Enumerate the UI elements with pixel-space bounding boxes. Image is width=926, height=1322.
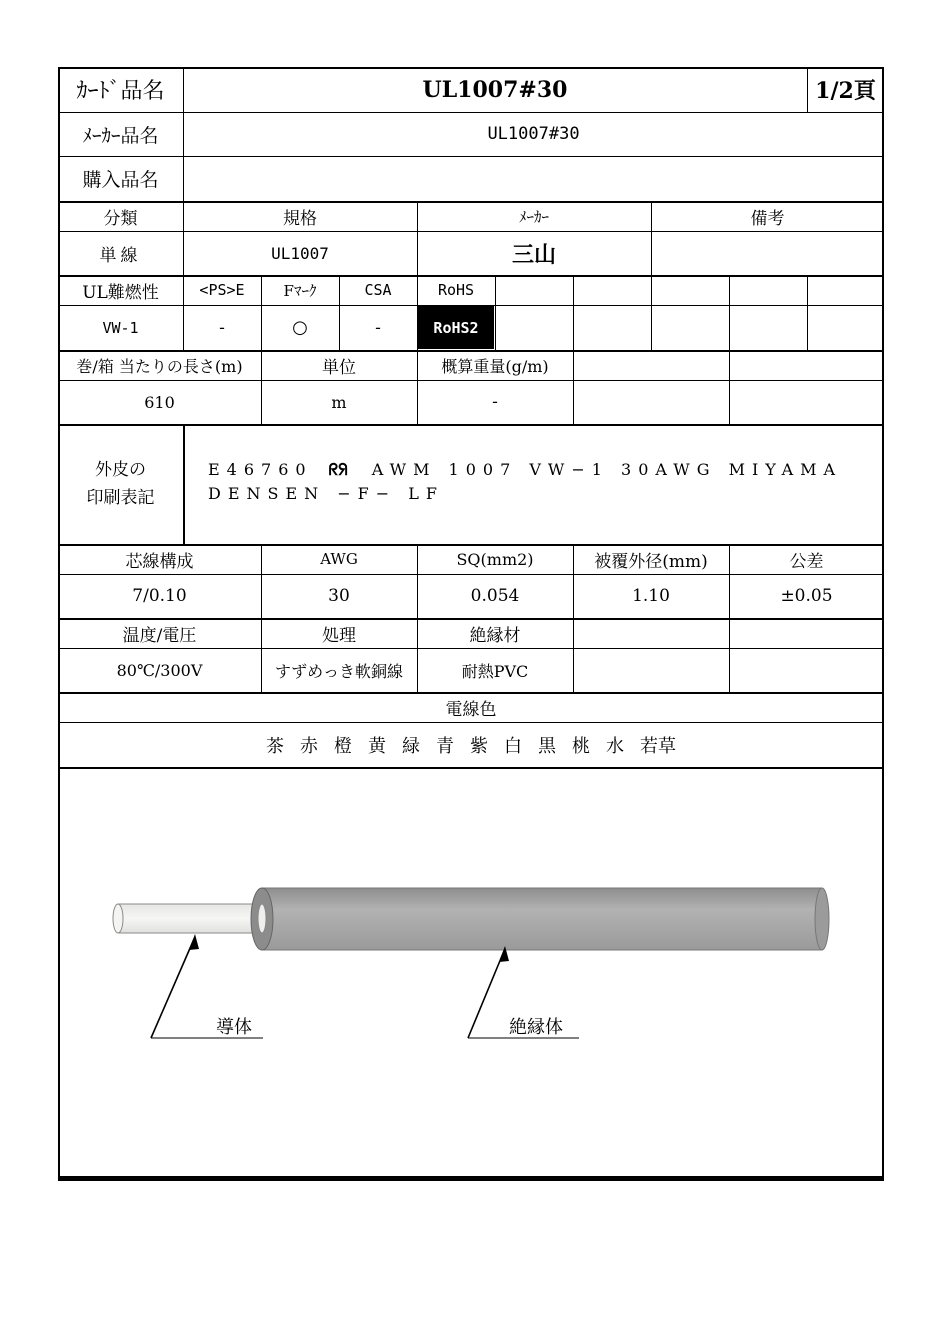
strand-label: 芯線構成 bbox=[125, 551, 194, 572]
wire-color-item: 白 bbox=[504, 735, 522, 757]
wire-colors-label: 電線色 bbox=[445, 699, 497, 720]
purchase-name bbox=[183, 156, 884, 201]
category-label: 分類 bbox=[103, 208, 138, 229]
maker-name: UL1007#30 bbox=[487, 124, 580, 144]
conductor-shape bbox=[113, 904, 263, 933]
ul-recognized-mark: ᖇᖆ bbox=[328, 460, 348, 479]
wire-color-item: 橙 bbox=[334, 735, 352, 757]
print-line2: DENSEN −F− LF bbox=[208, 484, 444, 503]
unit-value: m bbox=[331, 392, 347, 412]
wire-color-item: 赤 bbox=[300, 735, 318, 757]
printing-text bbox=[58, 424, 884, 544]
treatment-label: 処理 bbox=[322, 625, 356, 646]
unit-label: 単位 bbox=[322, 357, 356, 378]
maker-label: ﾒｰｶｰ bbox=[518, 207, 549, 226]
page-number: 1/2頁 bbox=[815, 78, 876, 104]
temp-voltage-label: 温度/電圧 bbox=[122, 625, 197, 646]
tolerance-value: ±0.05 bbox=[780, 586, 833, 606]
length-value: 610 bbox=[144, 392, 175, 412]
weight-value: - bbox=[492, 392, 498, 412]
print-line1-prefix: E46760 bbox=[208, 460, 313, 479]
sq-label: SQ(mm2) bbox=[456, 549, 534, 569]
maker: 三山 bbox=[511, 241, 556, 268]
wire-color-item: 青 bbox=[436, 735, 454, 757]
category: 単線 bbox=[99, 245, 142, 266]
printing-label-line1: 外皮の bbox=[95, 460, 146, 480]
strand-value: 7/0.10 bbox=[132, 586, 187, 606]
rohs-badge bbox=[417, 305, 495, 350]
wire-color-item: 桃 bbox=[572, 735, 590, 757]
insulation-shape bbox=[251, 888, 829, 950]
pse-label: <PS>E bbox=[199, 281, 245, 299]
remarks bbox=[651, 231, 884, 275]
printing-label-line2: 印刷表記 bbox=[86, 488, 155, 508]
temp-voltage-value: 80℃/300V bbox=[116, 660, 203, 680]
awg-value: 30 bbox=[328, 586, 350, 606]
rohs-value: RoHS2 bbox=[418, 306, 494, 349]
wire-color-item: 茶 bbox=[266, 735, 284, 757]
wire-color-item: 紫 bbox=[470, 735, 488, 757]
card-name: UL1007#30 bbox=[422, 76, 568, 103]
bottom-rule bbox=[58, 1176, 884, 1181]
maker-name-label: ﾒｰｶｰ品名 bbox=[82, 124, 159, 147]
card-name-label: ｶｰﾄﾞ品名 bbox=[76, 79, 165, 104]
wire-color-item: 黄 bbox=[368, 735, 386, 757]
remarks-label: 備考 bbox=[750, 208, 785, 229]
flame-label: UL難燃性 bbox=[82, 282, 159, 303]
csa-value: - bbox=[375, 317, 381, 338]
insulation-body-label: 絶縁体 bbox=[509, 1017, 563, 1038]
sq-value: 0.054 bbox=[470, 586, 520, 606]
od-value: 1.10 bbox=[632, 586, 670, 606]
weight-label: 概算重量(g/m) bbox=[441, 356, 549, 376]
print-line1-body: AWM 1007 VW−1 30AWG MIYAMA bbox=[371, 460, 843, 479]
awg-label: AWG bbox=[320, 550, 358, 568]
length-label: 巻/箱 当たりの長さ(m) bbox=[76, 356, 243, 376]
pse-value: - bbox=[219, 317, 225, 338]
standard: UL1007 bbox=[271, 243, 329, 263]
flame-rating: VW-1 bbox=[102, 318, 139, 337]
wire-color-item: 若草 bbox=[640, 735, 676, 757]
treatment-value: すずめっき軟銅線 bbox=[274, 661, 403, 681]
purchase-name-label: 購入品名 bbox=[82, 169, 159, 191]
fmark-label: Fﾏｰｸ bbox=[283, 281, 317, 300]
cable-diagram bbox=[58, 768, 884, 1176]
fmark-value: ○ bbox=[292, 317, 308, 338]
insulation-label: 絶縁材 bbox=[469, 625, 521, 646]
rohs-label: RoHS bbox=[437, 281, 475, 299]
wire-color-item: 緑 bbox=[402, 735, 420, 757]
wire-color-item: 黒 bbox=[538, 735, 556, 757]
od-label: 被覆外径(mm) bbox=[594, 551, 708, 572]
standard-label: 規格 bbox=[283, 208, 317, 229]
wire-color-item: 水 bbox=[606, 735, 624, 757]
insulation-value: 耐熱PVC bbox=[461, 661, 529, 681]
csa-label: CSA bbox=[364, 281, 392, 299]
conductor-label: 導体 bbox=[216, 1017, 252, 1038]
wire-colors-list bbox=[58, 722, 884, 767]
tolerance-label: 公差 bbox=[789, 551, 824, 572]
